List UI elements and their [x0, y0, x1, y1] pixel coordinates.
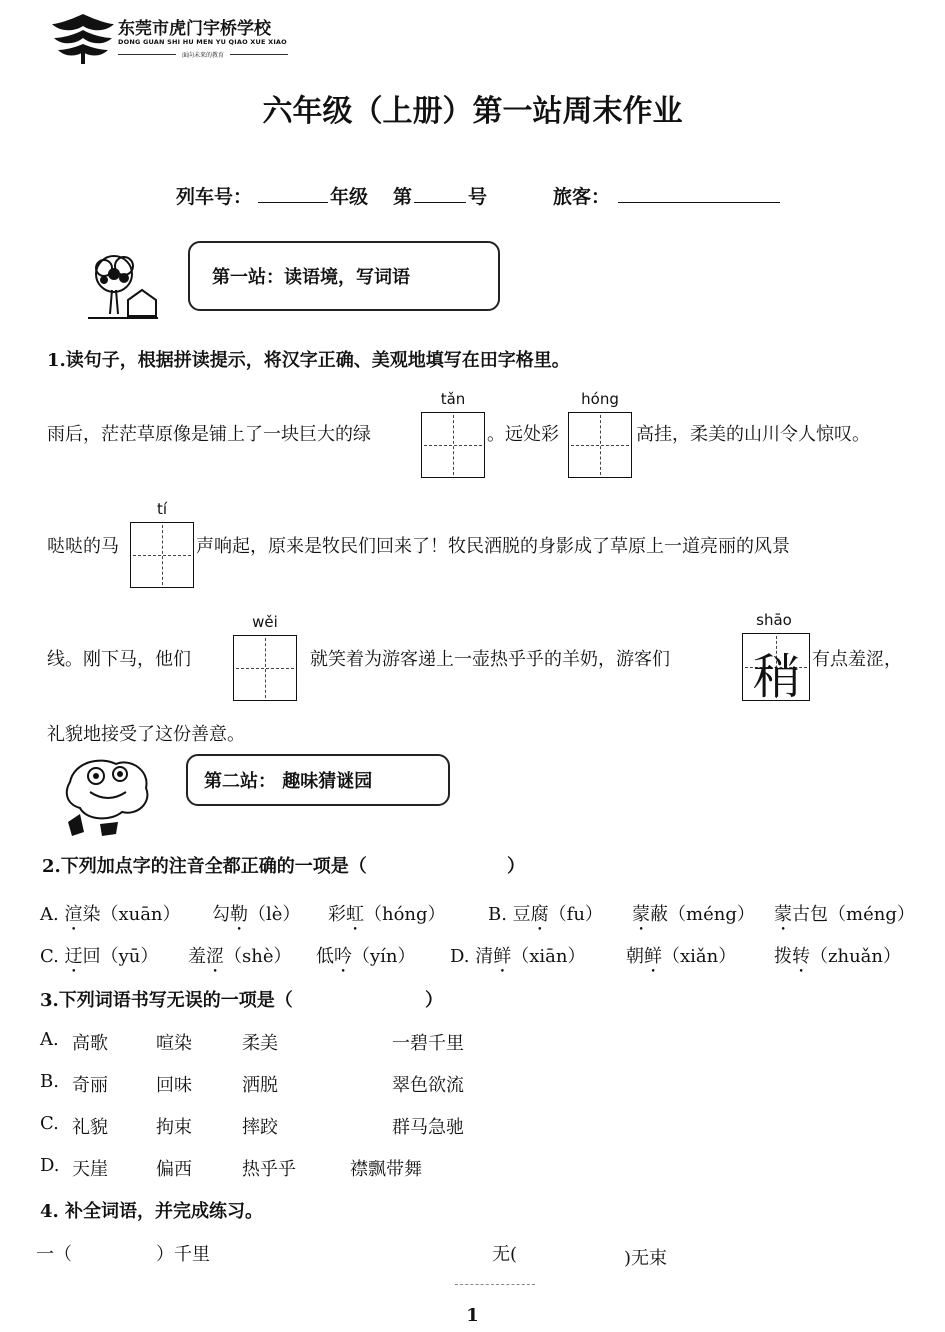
q2-word-rest: （hóng） — [364, 904, 446, 925]
q2-word-rest: 染（xuān） — [82, 904, 181, 925]
q4-right-open: 无( — [492, 1244, 518, 1265]
q2-option-letter[interactable]: C. — [40, 946, 65, 967]
q1-line2-b: 声响起，原来是牧民们回来了！牧民洒脱的身影成了草原上一道亮丽的风景 — [196, 536, 790, 557]
q2-option-item — [632, 900, 755, 935]
station-1-box — [188, 241, 500, 311]
q2-word-part: 朝 — [626, 946, 644, 967]
q2-word-rest: 古包（méng） — [792, 904, 915, 925]
q1-line2-a: 哒哒的马 — [47, 536, 119, 557]
school-motto: 面向未来的教育 — [182, 51, 225, 59]
scan-mark — [455, 1284, 535, 1285]
q1-prompt: 1.读句子，根据拼读提示，将汉字正确、美观地填写在田字格里。 — [47, 350, 570, 371]
q3-word: 翠色欲流 — [392, 1075, 464, 1096]
q2-dotted-char: 腐 — [530, 904, 549, 925]
page-number: 1 — [466, 1305, 479, 1326]
number-blank[interactable] — [414, 202, 466, 203]
q2-word-rest: （yín） — [352, 946, 416, 967]
q3-word: 群马急驰 — [392, 1117, 464, 1138]
tianzige-box-4[interactable] — [233, 635, 297, 701]
q2-word-rest: （shè） — [224, 946, 292, 967]
q4-prompt: 4. 补全词语，并完成练习。 — [40, 1201, 264, 1222]
q2-word-rest: （fu） — [548, 904, 603, 925]
q2-word-part: 羞 — [188, 946, 206, 967]
q3-close: ） — [425, 990, 443, 1011]
di-label: 第 — [393, 186, 413, 208]
school-name: 东莞市虎门宇桥学校 — [118, 19, 271, 39]
q3-word: 摔跤 — [242, 1117, 278, 1138]
tianzige-box-1[interactable] — [421, 412, 485, 478]
q2-option-item — [316, 942, 416, 977]
q2-word-rest: （lè） — [248, 904, 301, 925]
q1-line1-b: 。远处彩 — [487, 424, 559, 445]
q1-line4: 礼貌地接受了这份善意。 — [47, 724, 245, 745]
q3-word: 高歌 — [72, 1033, 108, 1054]
q2-word-part: 勾 — [212, 904, 230, 925]
q2-word-part: 拨 — [774, 946, 792, 967]
pinyin-shao: shāo — [756, 611, 792, 629]
school-pinyin: DONG GUAN SHI HU MEN YU QIAO XUE XIAO — [118, 38, 287, 46]
q2-dotted-char: 吟 — [334, 946, 352, 967]
q3-word: 喧染 — [156, 1033, 192, 1054]
q2-word-rest: （xiǎn） — [662, 946, 737, 967]
pinyin-ti: tí — [156, 500, 168, 518]
station-2-box — [186, 754, 450, 806]
q3-option-letter: A. — [40, 1029, 59, 1050]
q1-line3-c: 有点羞涩， — [812, 649, 902, 670]
q3-word: 柔美 — [242, 1033, 278, 1054]
q3-word: 热乎乎 — [242, 1159, 296, 1180]
q2-word-part: 清 — [475, 946, 494, 967]
q2-dotted-char: 迂 — [64, 946, 83, 967]
q2-option-item — [488, 900, 603, 935]
q2-option-letter[interactable]: A. — [40, 904, 65, 925]
tianzige-box-3[interactable] — [130, 522, 194, 588]
q2-option-item — [40, 900, 181, 935]
tianzige-box-5[interactable] — [742, 633, 810, 705]
q2-word-part: 彩 — [328, 904, 346, 925]
tianzige-box-2[interactable] — [568, 412, 632, 478]
q3-prompt: 3.下列词语书写无误的一项是（ — [40, 990, 293, 1011]
passenger-label: 旅客： — [553, 186, 611, 208]
q2-dotted-char: 转 — [792, 946, 810, 967]
school-logo — [50, 10, 116, 64]
q3-word: 回味 — [156, 1075, 192, 1096]
q2-dotted-char: 鲜 — [644, 946, 662, 967]
tree-house-icon — [84, 250, 160, 322]
q4-right-blank[interactable] — [528, 1240, 624, 1262]
pinyin-hong: hóng — [581, 390, 619, 408]
q3-option-letter: C. — [40, 1113, 59, 1134]
q2-prompt: 2.下列加点字的注音全都正确的一项是（ — [42, 856, 367, 877]
q2-dotted-char: 渲 — [64, 904, 83, 925]
q3-word: 奇丽 — [72, 1075, 108, 1096]
q2-dotted-char: 虹 — [346, 904, 364, 925]
q2-word-rest: （xiān） — [511, 946, 586, 967]
q3-word: 襟飘带舞 — [350, 1159, 422, 1180]
q1-line3-b: 就笑着为游客递上一壶热乎乎的羊奶，游客们 — [310, 649, 670, 670]
grade-label: 年级 — [330, 186, 369, 208]
q2-word-rest: （zhuǎn） — [810, 946, 901, 967]
q2-dotted-char: 蒙 — [774, 904, 792, 925]
q2-option-item — [188, 942, 291, 977]
page-title: 六年级（上册）第一站周末作业 — [262, 94, 683, 129]
q3-word: 礼貌 — [72, 1117, 108, 1138]
answer-shao: 稍 — [752, 649, 801, 705]
q2-dotted-char: 勒 — [230, 904, 248, 925]
q2-word-part: 低 — [316, 946, 334, 967]
q3-word: 拘束 — [156, 1117, 192, 1138]
q2-option-item — [626, 942, 736, 977]
q2-close: ） — [507, 856, 525, 877]
q4-left-close: ）千里 — [156, 1244, 210, 1265]
q3-word: 偏西 — [156, 1159, 192, 1180]
q2-option-letter[interactable]: D. — [450, 946, 476, 967]
q2-word-part: 豆 — [512, 904, 531, 925]
school-motto-line — [118, 49, 288, 59]
q1-line1-a: 雨后，茫茫草原像是铺上了一块巨大的绿 — [47, 424, 371, 445]
hao-label: 号 — [468, 186, 488, 208]
q2-word-rest: 蔽（méng） — [650, 904, 755, 925]
q3-option-letter: D. — [40, 1155, 60, 1176]
train-label: 列车号： — [176, 186, 253, 208]
q2-option-item — [40, 942, 158, 977]
q2-option-letter[interactable]: B. — [488, 904, 513, 925]
q1-line1-c: 高挂，柔美的山川令人惊叹。 — [636, 424, 870, 445]
q3-word: 天崖 — [72, 1159, 108, 1180]
q4-left-open: 一（ — [36, 1244, 72, 1265]
passenger-blank[interactable] — [618, 202, 780, 203]
station-2-label: 第二站： 趣味猜谜园 — [204, 771, 373, 792]
q2-option-item — [774, 900, 915, 935]
q2-option-item — [774, 942, 901, 977]
q2-dotted-char: 鲜 — [493, 946, 512, 967]
q3-option-letter: B. — [40, 1071, 59, 1092]
q2-dotted-char: 涩 — [206, 946, 224, 967]
pinyin-tan: tǎn — [440, 390, 466, 408]
q2-word-rest: 回（yū） — [82, 946, 159, 967]
q4-left-blank[interactable] — [70, 1240, 156, 1262]
station-1-label: 第一站：读语境，写词语 — [212, 267, 410, 288]
pinyin-wei: wěi — [252, 613, 278, 631]
q2-dotted-char: 蒙 — [632, 904, 650, 925]
q1-line3-a: 线。刚下马，他们 — [47, 649, 191, 670]
q2-option-item — [328, 900, 446, 935]
q4-right-close: )无束 — [624, 1248, 668, 1269]
q3-word: 一碧千里 — [392, 1033, 464, 1054]
q2-option-item — [450, 942, 585, 977]
q3-word: 洒脱 — [242, 1075, 278, 1096]
riddle-cartoon-icon — [60, 752, 156, 840]
q2-option-item — [212, 900, 300, 935]
train-blank[interactable] — [258, 202, 328, 203]
